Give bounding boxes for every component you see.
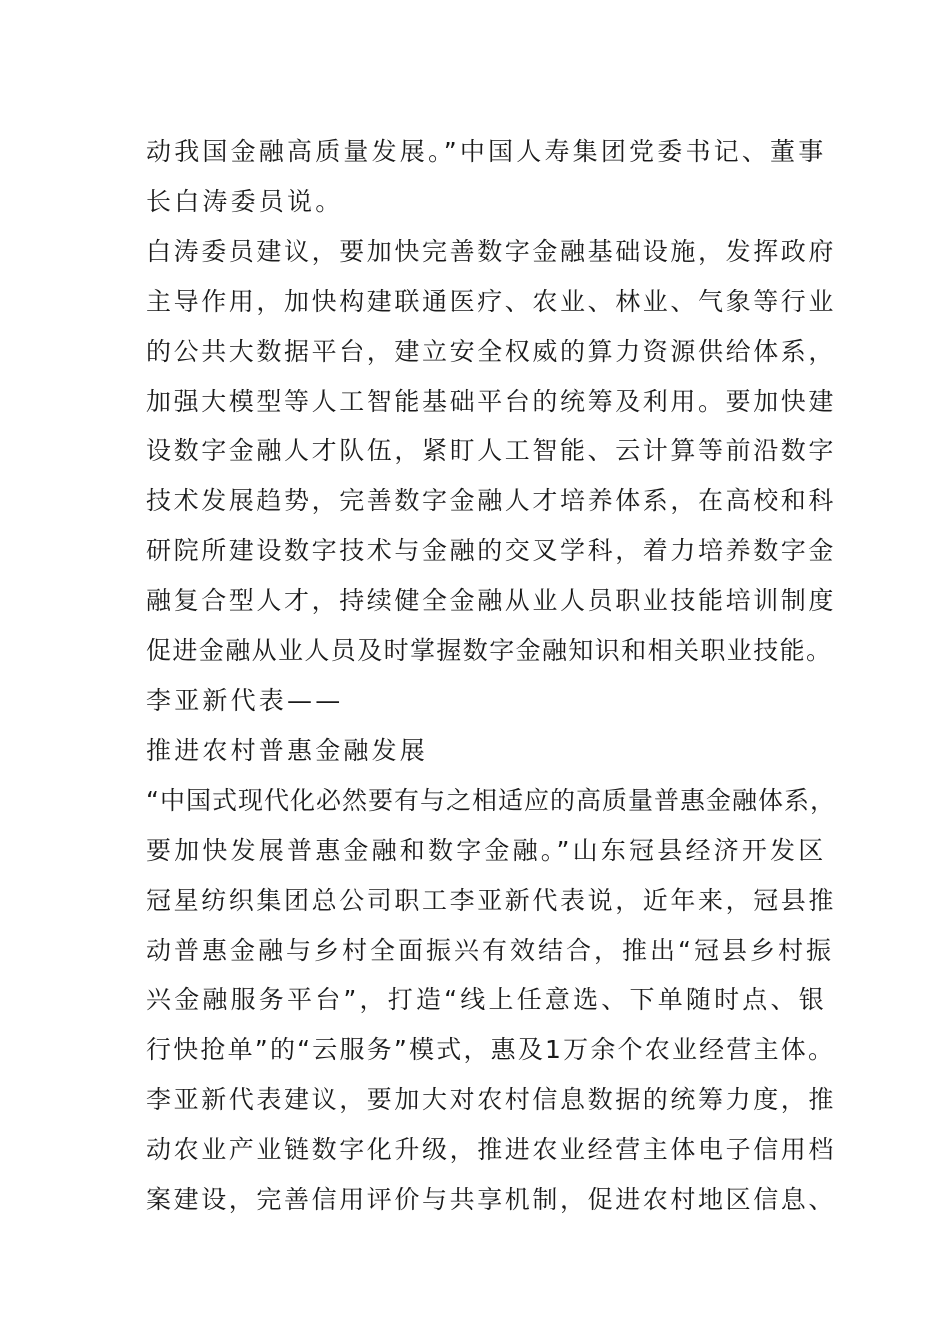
text-line: 要加快发展普惠金融和数字金融。”山东冠县经济开发区 — [146, 835, 827, 865]
text-line: 促进金融从业人员及时掌握数字金融知识和相关职业技能。 — [146, 636, 833, 666]
text-line: 技术发展趋势，完善数字金融人才培养体系，在高校和科 — [146, 486, 837, 516]
text-line: 长白涛委员说。 — [146, 186, 344, 216]
section-heading: 推进农村普惠金融发展 — [146, 735, 429, 765]
text-line: 案建设，完善信用评价与共享机制，促进农村地区信息、 — [146, 1185, 837, 1215]
section-byline: 李亚新代表—— — [146, 685, 344, 715]
text-line: 白涛委员建议，要加快完善数字金融基础设施，发挥政府 — [146, 236, 837, 266]
text-line: “中国式现代化必然要有与之相适应的高质量普惠金融体系， — [146, 785, 836, 815]
text-line: 融复合型人才，持续健全金融从业人员职业技能培训制度 — [146, 586, 837, 616]
text-line: 行快抢单”的“云服务”模式，惠及1万余个农业经营主体。 — [146, 1035, 836, 1065]
text-line: 李亚新代表建议，要加大对农村信息数据的统筹力度，推 — [146, 1085, 837, 1115]
text-line: 设数字金融人才队伍，紧盯人工智能、云计算等前沿数字 — [146, 436, 837, 466]
article-body — [146, 127, 836, 1225]
text-line: 冠星纺织集团总公司职工李亚新代表说，近年来，冠县推 — [146, 885, 837, 915]
text-line: 兴金融服务平台”，打造“线上任意选、下单随时点、银 — [146, 985, 827, 1015]
text-line: 的公共大数据平台，建立安全权威的算力资源供给体系， — [146, 336, 837, 366]
text-line: 研院所建设数字技术与金融的交叉学科，着力培养数字金 — [146, 536, 837, 566]
text-line: 加强大模型等人工智能基础平台的统筹及利用。要加快建 — [146, 386, 837, 416]
text-line: 主导作用，加快构建联通医疗、农业、林业、气象等行业 — [146, 286, 837, 316]
text-line: 动农业产业链数字化升级，推进农业经营主体电子信用档 — [146, 1135, 837, 1165]
text-line: 动普惠金融与乡村全面振兴有效结合，推出“冠县乡村振 — [146, 935, 834, 965]
text-line: 动我国金融高质量发展。”中国人寿集团党委书记、董事 — [146, 137, 827, 166]
